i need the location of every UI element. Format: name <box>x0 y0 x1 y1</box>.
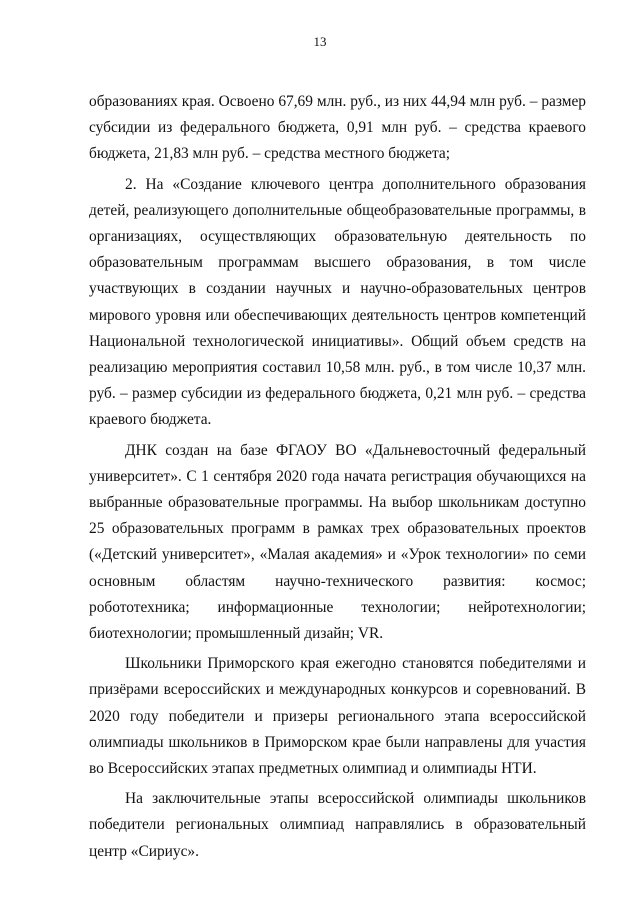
paragraph-3: ДНК создан на базе ФГАОУ ВО «Дальневосточный федеральный университет». С 1 сентября 2020 года начата регистрация обучающихся на выбранные образовательные программы. На выбор школьникам доступно 25 образовательных программ в рамках трех образовательных проектов («Детский университет», «Малая академия» и «Урок технологии» по семи основным областям научно-технического развития: космос; робототехника; информационные технологии; нейротехнологии; биотехнологии; промышленный дизайн; VR. <box>89 441 586 643</box>
paragraph-4: Школьники Приморского края ежегодно становятся победителями и призёрами всероссийских и международных конкурсов и соревнований. В 2020 году победители и призеры регионального этапа всероссийской олимпиады школьников в Приморском крае были направлены для участия во Всероссийских этапах предметных олимпиад и олимпиады НТИ. <box>89 655 586 778</box>
paragraph-1: образованиях края. Освоено 67,69 млн. руб., из них 44,94 млн руб. – размер субсидии из федерального бюджета, 0,91 млн руб. – средства краевого бюджета, 21,83 млн руб. – средства местного бюджета; <box>89 93 586 163</box>
page-number: 13 <box>313 34 327 49</box>
paragraph-5: На заключительные этапы всероссийской олимпиады школьников победители региональных олимпиад направлялись в образовательный центр «Сириус». <box>89 790 586 860</box>
paragraph-2: 2. На «Создание ключевого центра дополнительного образования детей, реализующего дополнительные общеобразовательные программы, в организациях, осуществляющих образовательную деятельность по образовательным программам высшего образования, в том числе участвующих в создании научных и научно-образовательных центров мирового уровня или обеспечивающих деятельность центров компетенций Национальной технологической инициативы». Общий объем средств на реализацию мероприятия составил 10,58 млн. руб., в том числе 10,37 млн. руб. – размер субсидии из федерального бюджета, 0,21 млн руб. – средства краевого бюджета. <box>89 175 586 429</box>
document-body <box>89 89 586 865</box>
